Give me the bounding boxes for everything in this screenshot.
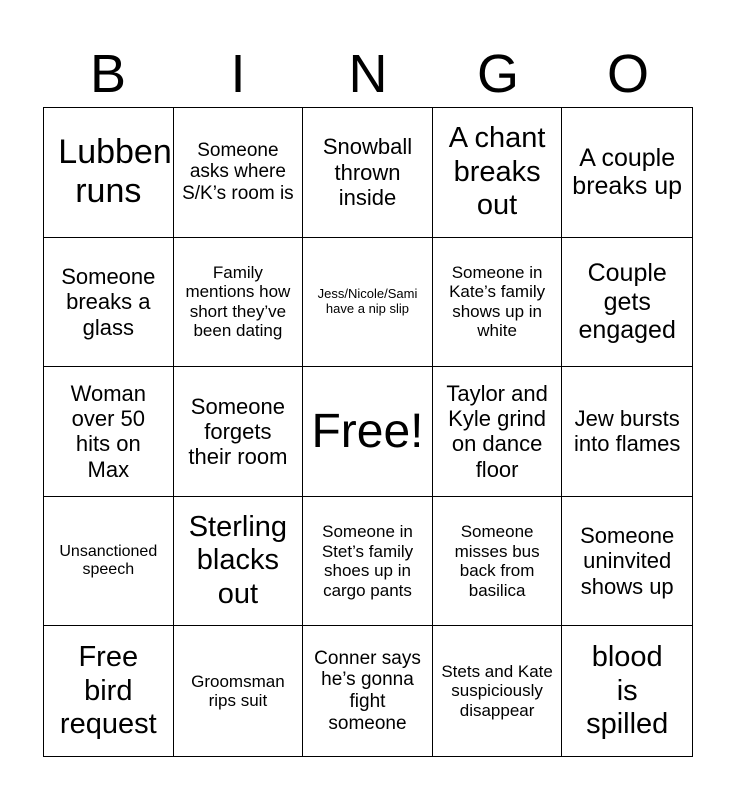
header-letter-n: N [348,44,388,104]
bingo-cell[interactable] [433,238,563,368]
bingo-cell[interactable] [562,367,692,497]
bingo-cell-text: Family mentions how short they’ve been dating [185,262,291,341]
bingo-cell[interactable] [562,238,692,368]
bingo-cell-free[interactable] [303,367,433,497]
bingo-cell-text: Someone in Stet’s family shoes up in cargo pants [321,522,414,600]
bingo-cell-text: Jew bursts into flames [574,406,681,457]
bingo-cell-text: Couple gets engaged [578,258,676,345]
bingo-cell-text: Taylor and Kyle grind on dance floor [446,380,548,482]
bingo-cell[interactable] [303,108,433,238]
bingo-cell[interactable] [44,497,174,627]
bingo-cell[interactable] [174,497,304,627]
bingo-cell[interactable] [174,367,304,497]
header-letter-g: G [476,44,519,104]
bingo-cell-text: Someone asks where S/K’s room is [182,139,294,205]
bingo-cell-text: Conner says he’s gonna fight someone [314,647,421,735]
bingo-cell-text: Someone misses bus back from basilica [454,522,540,600]
header-letter-b: B [89,44,127,104]
bingo-cell[interactable] [433,108,563,238]
bingo-cell-text: Someone breaks a glass [61,263,156,340]
bingo-cell[interactable] [433,626,563,756]
header-letter-i: I [230,44,246,104]
bingo-cell[interactable] [562,497,692,627]
bingo-cell-text: A chant breaks out [448,122,546,221]
bingo-cell-text: Stets and Kate suspiciously disappear [441,661,553,720]
free-space-text: Free! [311,404,424,458]
bingo-cell[interactable] [562,626,692,756]
bingo-cell-text: A couple breaks up [572,143,683,201]
bingo-cell-text: Someone in Kate’s family shows up in white [449,262,546,341]
bingo-cell-text: Someone uninvited shows up [580,523,675,599]
bingo-header [43,40,693,108]
bingo-cell[interactable] [303,497,433,627]
bingo-cell-text: Groomsman rips suit [191,671,285,711]
bingo-cell[interactable] [562,108,692,238]
bingo-cell-text: Jess/Nicole/Sami have a nip slip [317,285,418,316]
bingo-cell-text: blood is spilled [586,641,669,740]
bingo-card-grid [43,107,693,757]
bingo-cell[interactable] [44,238,174,368]
bingo-cell[interactable] [174,238,304,368]
bingo-cell[interactable] [433,497,563,627]
bingo-cell-text: Someone forgets their room [188,393,288,470]
bingo-cell-text: Lubben runs [58,133,172,211]
bingo-cell[interactable] [303,626,433,756]
bingo-cell[interactable] [433,367,563,497]
bingo-cell[interactable] [44,108,174,238]
bingo-cell-text: Snowball thrown inside [322,134,413,210]
bingo-cell[interactable] [44,367,174,497]
header-letter-o: O [606,44,649,104]
bingo-cell[interactable] [44,626,174,756]
bingo-cell[interactable] [303,238,433,368]
bingo-cell-text: Unsanctioned speech [59,542,158,579]
bingo-cell-text: Free bird request [59,641,157,740]
bingo-cell[interactable] [174,626,304,756]
bingo-cell-text: Sterling blacks out [188,511,288,610]
bingo-cell[interactable] [174,108,304,238]
bingo-cell-text: Woman over 50 hits on Max [70,380,146,482]
